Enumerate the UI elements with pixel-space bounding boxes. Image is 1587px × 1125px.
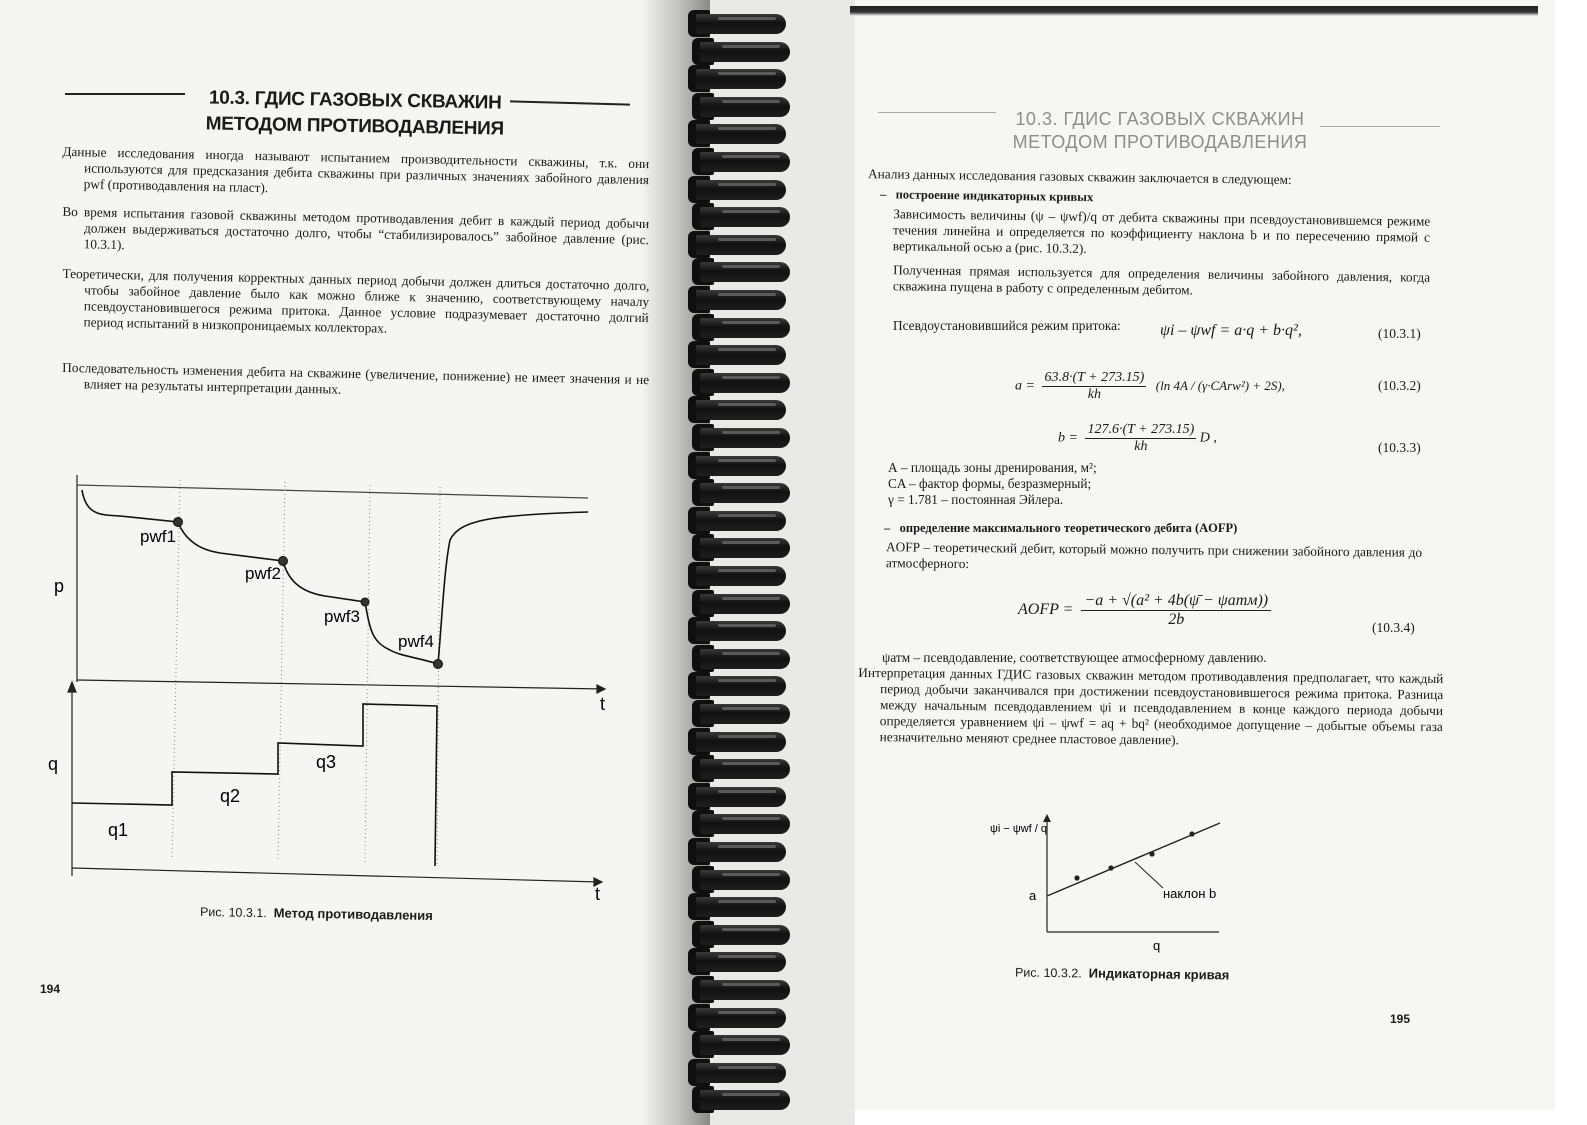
bullet-indicator-curves: – построение индикаторных кривых bbox=[879, 187, 1094, 205]
psi-atm-definition: ψатм – псевдодавление, соответствующее атмосферному давлению. bbox=[882, 650, 1267, 665]
right-intro: Анализ данных исследования газовых скважин заключается в следующем: bbox=[867, 166, 1292, 188]
pwf4-label: pwf4 bbox=[398, 632, 434, 651]
interpretation-paragraph: Интерпретация данных ГДИС газовых скважин методом противодавления предполагает, что каждый период добычи заканчивался при достижении псевдоустановившегося режима притока. Разница между начальным псевдодавлением ψi и псевдодавлением в конце каждого периода добычи определяется уравнением ψi – ψwf = aq + bq² (необходимое допущение – добытые объемы газа незначительно меняют среднее пластовое давление). bbox=[858, 664, 1444, 748]
binding-coil bbox=[688, 507, 788, 534]
figure-backpressure-method bbox=[40, 460, 630, 900]
eq4-numerator: −a + √(a² + 4b(ψ̄ − ψатм)) bbox=[1081, 592, 1271, 611]
caption-title: Метод противодавления bbox=[273, 905, 433, 924]
binding-coil bbox=[692, 93, 792, 120]
def-area: А – площадь зоны дренирования, м²; bbox=[888, 460, 1097, 475]
title-line-2-r: МЕТОДОМ ПРОТИВОДАВЛЕНИЯ bbox=[1012, 132, 1308, 152]
binding-coil bbox=[688, 728, 788, 755]
title-rule-left-r bbox=[878, 112, 996, 113]
page-top-edge bbox=[850, 6, 1538, 16]
binding-coil bbox=[692, 700, 792, 727]
binding-coil bbox=[692, 645, 792, 672]
binding-coil bbox=[688, 10, 788, 37]
binding-coil bbox=[692, 258, 792, 285]
caption-prefix-r: Рис. 10.3.2. bbox=[1014, 965, 1082, 981]
slope-leader bbox=[1135, 862, 1163, 888]
pwf2-label: pwf2 bbox=[245, 564, 281, 583]
pwf1-point bbox=[174, 518, 183, 527]
page-number-left: 194 bbox=[40, 982, 61, 996]
left-paragraph-3: Теоретически, для получения корректных данных период добычи должен длиться достаточно долго, чтобы забойное давление было как можно ближе к значению, соответствующему началу псевдоустановившегося режима притока. Данное условие подразумевает достаточно долгий период испытаний в низкопроницаемых коллекторах. bbox=[62, 265, 650, 336]
eq2-fraction bbox=[1042, 370, 1146, 403]
binding-coil bbox=[692, 1031, 792, 1058]
equation-2-number: (10.3.2) bbox=[1378, 378, 1421, 393]
eq3-tail: D , bbox=[1199, 430, 1217, 446]
data-point-2 bbox=[1108, 865, 1113, 870]
caption-title-r: Индикаторная кривая bbox=[1088, 965, 1230, 983]
t-axis-top bbox=[77, 680, 605, 689]
binding-coil bbox=[688, 562, 788, 589]
q2-label: q2 bbox=[220, 786, 241, 806]
binding-coil bbox=[692, 590, 792, 617]
definitions-list bbox=[888, 460, 1288, 508]
left-paragraph-4: Последовательность изменения дебита на скважине (увеличение, понижение) не имеет значения и не влияет на результаты интерпретации данных. bbox=[62, 359, 650, 397]
pwf4-point bbox=[434, 660, 443, 669]
pressure-curve bbox=[82, 490, 588, 664]
t-axis-label-top: t bbox=[600, 694, 606, 714]
binding-coil bbox=[688, 838, 788, 865]
equation-3 bbox=[1058, 422, 1217, 455]
t-axis-bottom bbox=[72, 868, 600, 882]
bullet-2-text: определение максимального теоретического дебита (AOFP) bbox=[899, 521, 1238, 535]
p-axis-label: p bbox=[54, 576, 65, 596]
binding-coil bbox=[688, 783, 788, 810]
initial-pressure-line bbox=[77, 485, 588, 498]
binding-coil bbox=[692, 534, 792, 561]
binding-coil bbox=[688, 396, 788, 423]
binding-coil bbox=[688, 948, 788, 975]
eq2-paren-content: ln 4A / (γ·CArw²) + 2S bbox=[1160, 377, 1278, 393]
equation-4 bbox=[1018, 592, 1271, 629]
figure-caption-right bbox=[1015, 965, 1230, 983]
binding-coil bbox=[688, 452, 788, 479]
binding-coil bbox=[692, 810, 792, 837]
title-line-2: МЕТОДОМ ПРОТИВОДАВЛЕНИЯ bbox=[205, 113, 505, 140]
q1-label: q1 bbox=[108, 820, 129, 840]
binding-coil bbox=[688, 672, 788, 699]
slope-label: наклон b bbox=[1163, 886, 1217, 901]
binding-coil bbox=[692, 424, 792, 451]
title-line-1: 10.3. ГДИС ГАЗОВЫХ СКВАЖИН bbox=[208, 87, 502, 114]
q-axis-label: q bbox=[48, 754, 59, 774]
data-point-3 bbox=[1149, 851, 1154, 856]
equation-1: ψi – ψwf = a·q + b·q², bbox=[1160, 322, 1302, 339]
caption-prefix: Рис. 10.3.1. bbox=[199, 904, 267, 921]
binding-coil bbox=[688, 893, 788, 920]
eq3-denominator: kh bbox=[1134, 439, 1148, 454]
binding-coil bbox=[692, 755, 792, 782]
eq3-lhs: b = bbox=[1058, 430, 1078, 446]
bullet-aofp: – определение максимального теоретического дебита (AOFP) bbox=[884, 521, 1238, 535]
equation-2 bbox=[1015, 370, 1285, 403]
page-number-right: 195 bbox=[1390, 1012, 1411, 1026]
eq3-numerator: 127.6·(T + 273.15) bbox=[1087, 422, 1195, 437]
bullet-1-text: построение индикаторных кривых bbox=[895, 187, 1094, 205]
page-title-left bbox=[195, 85, 516, 143]
eq2-denominator: kh bbox=[1087, 387, 1101, 402]
right-para-1: Зависимость величины (ψ – ψwf)/q от дебита скважины при псевдоустановившемся режиме течения линейна и определяется по коэффициенту наклона b и по пересечению прямой с вертикальной осью a (рис. 10.3.2). bbox=[892, 206, 1431, 256]
t-axis-top-arrow bbox=[597, 685, 605, 693]
binding-coil bbox=[692, 1086, 792, 1113]
def-shape-factor: CA – фактор формы, безразмерный; bbox=[888, 476, 1092, 491]
binding-coil bbox=[692, 921, 792, 948]
left-paragraph-1: Данные исследования иногда называют испытанием производительности скважины, т.к. они используются для предсказания дебита скважины при различных значениях забойного давления pwf (противодавления на пласт). bbox=[62, 143, 650, 196]
binding-coil bbox=[692, 976, 792, 1003]
aofp-definition: AOFP – теоретический дебит, который можно получить при снижении забойного давления до атмосферного: bbox=[885, 539, 1423, 572]
binding-coil bbox=[688, 1059, 788, 1086]
eq3-fraction bbox=[1085, 422, 1196, 455]
t-axis-label-bottom: t bbox=[595, 884, 601, 900]
binding-coil bbox=[692, 314, 792, 341]
fig2-x-label: q bbox=[1153, 938, 1161, 953]
equation-1-number: (10.3.1) bbox=[1378, 326, 1421, 341]
eq4-denominator: 2b bbox=[1168, 611, 1185, 628]
binding-coil bbox=[692, 369, 792, 396]
binding-coil bbox=[692, 38, 792, 65]
binding-coil bbox=[688, 176, 788, 203]
eq2-lhs: a = bbox=[1015, 378, 1035, 394]
binding-coil bbox=[688, 286, 788, 313]
fig2-intercept-label: a bbox=[1029, 888, 1037, 903]
data-point-4 bbox=[1189, 831, 1194, 836]
binding-coil bbox=[688, 120, 788, 147]
binding-coil bbox=[688, 617, 788, 644]
def-euler: γ = 1.781 – постоянная Эйлера. bbox=[888, 492, 1064, 507]
eq4-fraction bbox=[1081, 592, 1271, 629]
eq2-numerator: 63.8·(T + 273.15) bbox=[1044, 370, 1145, 385]
pwf1-label: pwf1 bbox=[140, 527, 176, 546]
regime-label: Псевдоустановившийся режим притока: bbox=[893, 318, 1121, 333]
fig2-y-label: ψi − ψwf / q bbox=[990, 823, 1047, 835]
binding-coil bbox=[688, 65, 788, 92]
eq2-paren: (ln 4A / (γ·CArw²) + 2S), bbox=[1155, 377, 1285, 393]
binding-coil bbox=[692, 479, 792, 506]
binding-coil bbox=[688, 341, 788, 368]
right-para-2: Полученная прямая используется для определения величины забойного давления, когда скважина пущена в работу с определенным дебитом. bbox=[892, 262, 1431, 298]
left-paragraph-2: Во время испытания газовой скважины методом противодавления дебит в каждый период добычи должен выдерживаться достаточно долго, чтобы “стабилизировалось” забойное давление (рис. 10.3.1). bbox=[62, 203, 650, 253]
pwf3-label: pwf3 bbox=[324, 607, 360, 626]
equation-4-number: (10.3.4) bbox=[1372, 620, 1415, 635]
binding-coil bbox=[692, 203, 792, 230]
binding-coil bbox=[688, 1004, 788, 1031]
equation-3-number: (10.3.3) bbox=[1378, 440, 1421, 455]
pwf3-point bbox=[361, 598, 369, 606]
title-rule-left bbox=[65, 93, 185, 95]
data-point-1 bbox=[1074, 875, 1079, 880]
q3-label: q3 bbox=[316, 752, 337, 772]
rate-step-curve bbox=[72, 704, 437, 866]
eq4-lhs: AOFP = bbox=[1018, 601, 1074, 619]
binding-coil bbox=[688, 231, 788, 258]
figure-indicator-curve bbox=[985, 810, 1225, 960]
title-rule-right-r bbox=[1320, 126, 1440, 127]
binding-coil bbox=[692, 148, 792, 175]
binding-coil bbox=[692, 866, 792, 893]
page-title-right bbox=[1005, 108, 1315, 154]
title-line-1-r: 10.3. ГДИС ГАЗОВЫХ СКВАЖИН bbox=[1015, 109, 1305, 129]
